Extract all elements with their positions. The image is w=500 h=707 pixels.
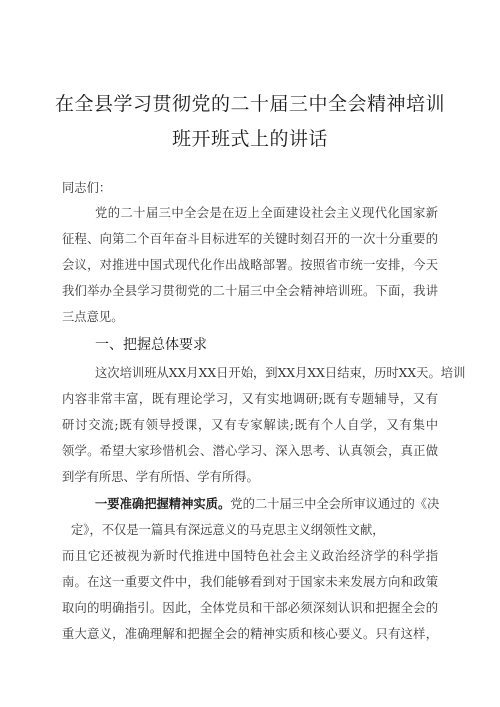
paragraph-text: 研讨交流;既有领导授课，又有专家解读;既有个人自学，又有集中 (62, 418, 438, 432)
paragraph-text: 取向的明确指引。因此，全体党员和干部必须深刻认识和把握全会的 (62, 601, 438, 615)
paragraph-line (0, 438, 500, 464)
paragraph-line (0, 226, 500, 252)
paragraph-line (0, 621, 500, 647)
salutation (0, 175, 500, 201)
document-title-line-2: 班开班式上的讲话 (171, 128, 328, 150)
point-heading: 一要准确把握精神实质。 (95, 496, 231, 511)
paragraph-line (0, 569, 500, 595)
paragraph-line (0, 386, 500, 412)
paragraph-text: 到学有所思、学有所悟、学有所得。 (62, 470, 259, 484)
paragraph-text: 定》，不仅是一篇具有深远意义的马克思主义纲领性文献， (71, 523, 385, 537)
paragraph-line (0, 412, 500, 438)
section-heading-line (0, 332, 500, 358)
paragraph-line (0, 491, 500, 517)
paragraph-line (0, 464, 500, 490)
paragraph-text: 征程、向第二个百年奋斗目标进军的关键时刻召开的一次十分重要的 (62, 232, 438, 246)
paragraph-line (0, 252, 500, 278)
salutation-text: 同志们： (62, 181, 112, 195)
paragraph-text: 会议，对推进中国式现代化作出战略部署。按照省市统一安排，今天 (62, 258, 438, 272)
paragraph-line (0, 278, 500, 304)
point-text: 党的二十届三中全会所审议通过的《决 (230, 497, 440, 511)
paragraph-text: 我们举办全县学习贯彻党的二十届三中全会精神培训班。下面，我讲 (62, 284, 438, 298)
paragraph-text: 这次培训班从XX月XX日开始，到XX月XX日结束，历时XX天。培训 (95, 366, 466, 380)
paragraph-line (0, 200, 500, 226)
paragraph-text: 三点意见。 (62, 310, 124, 324)
paragraph-line (0, 517, 500, 543)
paragraph-text: 重大意义，准确理解和把握全会的精神实质和核心要义。只有这样， (62, 627, 438, 641)
paragraph-line (0, 543, 500, 569)
paragraph-text: 党的二十届三中全会是在迈上全面建设社会主义现代化国家新 (95, 206, 438, 220)
paragraph-text: 内容非常丰富，既有理论学习，又有实地调研;既有专题辅导，又有 (62, 392, 438, 406)
paragraph-line (0, 304, 500, 330)
document-title-line-1: 在全县学习贯彻党的二十届三中全会精神培训 (54, 93, 445, 115)
paragraph-text: 而且它还被视为新时代推进中国特色社会主义政治经济学的科学指 (62, 549, 438, 563)
paragraph-line (0, 595, 500, 621)
paragraph-text (95, 491, 439, 517)
paragraph-text: 南。在这一重要文件中，我们能够看到对于国家未来发展方向和政策 (62, 575, 438, 589)
paragraph-line (0, 360, 500, 386)
section-heading: 一、把握总体要求 (95, 337, 207, 353)
paragraph-text: 领学。希望大家珍惜机会、潜心学习、深入思考、认真领会，真正做 (62, 444, 438, 458)
